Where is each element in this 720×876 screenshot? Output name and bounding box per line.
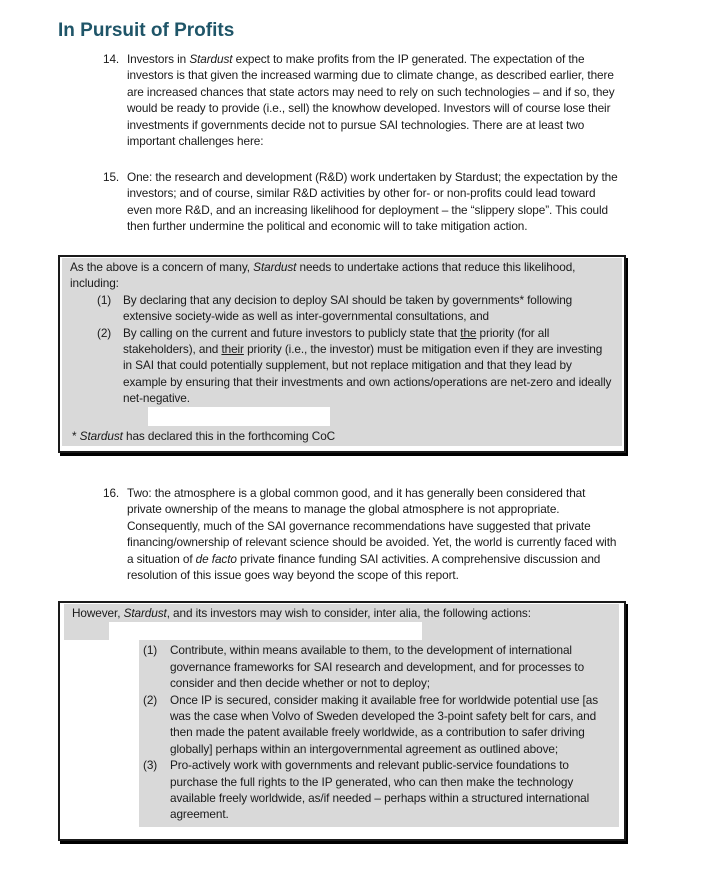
list-item-text: By calling on the current and future investors to publicly state that the priority (for all stakeholders), and their priority (i.e., the investor) must be mitigation even if they are investing in SAI that could potentially supplement, but not replace mitigation and that they lead by example by ensuring that their investments and own actions/operations are net-zero and ideally net-negative. <box>123 325 612 406</box>
list-item-label: (1) <box>97 292 112 307</box>
list-item-text: Pro-actively work with governments and relevant public-service foundations to purchase the full rights to the IP generated, who can then make the technology available freely worldwide, as/if needed – perhaps within a structured international agreement. <box>170 758 590 822</box>
shading-gap-row <box>62 407 622 426</box>
shading-fragment <box>330 407 622 426</box>
list-item <box>139 692 611 758</box>
paragraph-14 <box>103 51 618 149</box>
list-item-label: (2) <box>97 325 112 340</box>
shading-gap <box>109 622 422 640</box>
paragraph-number: 15. <box>103 170 120 184</box>
shading-gap-row <box>64 622 619 640</box>
list-item <box>97 292 622 325</box>
paragraph-text: Two: the atmosphere is a global common good, and it has generally been considered that private ownership of the means to manage the global atmosphere is not appropriate. Consequently, much of the SAI governance recommendations have suggested that private financing/ownership of relevant science should be avoided. Yet, the world is currently faced with a situation of de facto private finance funding SAI activities. A comprehensive discussion and resolution of this issue goes way beyond the scope of this report. <box>127 486 617 583</box>
shaded-content-area <box>62 258 622 446</box>
paragraph-text: Investors in Stardust expect to make profits from the IP generated. The expectation of the investors is that given the increased warming due to climate change, as described earlier, there are increased chances that state actors may need to rely on such technologies – and if so, they would be ready to provide (i.e., sell) the knowhow developed. Investors will of course lose their investments if governments decide not to pursue SAI technologies. There are at least two important challenges here: <box>127 52 615 149</box>
page-title: In Pursuit of Profits <box>58 19 235 41</box>
numbered-list <box>62 292 622 407</box>
shading-gap <box>148 407 330 426</box>
list-item-text: By declaring that any decision to deploy SAI should be taken by governments* following extensive society-wide as well as inter-governmental consultations, and <box>123 292 573 324</box>
list-item-text: Contribute, within means available to them, to the development of international governance frameworks for SAI research and development, and for processes to consider and then decide whether or not to deploy; <box>170 643 585 691</box>
numbered-list <box>139 640 619 826</box>
paragraph-number: 14. <box>103 52 120 66</box>
box-footnote: * Stardust has declared this in the forthcoming CoC <box>72 428 336 443</box>
paragraph-number: 16. <box>103 486 120 500</box>
callout-box-actions-reduce-likelihood <box>58 255 626 453</box>
list-item <box>139 757 611 823</box>
shading-fragment <box>422 622 619 640</box>
box-intro-text: As the above is a concern of many, Stardust needs to undertake actions that reduce this likelihood, including: <box>70 260 576 291</box>
shading-fragment <box>64 622 109 640</box>
shading-fragment <box>62 407 148 426</box>
callout-box-investor-actions <box>58 601 626 841</box>
list-item <box>97 325 622 407</box>
box-intro-text: However, Stardust, and its investors may wish to consider, inter alia, the following actions: <box>64 604 619 622</box>
paragraph-text: One: the research and development (R&D) work undertaken by Stardust; the expectation by the investors; and of course, similar R&D activities by other for- or non-profits could lead toward even more R&D, and an increasing likelihood for deployment – the “slippery slope”. This could then further undermine the political and economic will to take mitigation action. <box>127 170 618 234</box>
paragraph-16 <box>103 485 618 583</box>
list-item-label: (1) <box>143 643 158 658</box>
list-item-label: (2) <box>143 692 158 707</box>
list-item-text: Once IP is secured, consider making it available free for worldwide potential use [as was the case when Volvo of Sweden developed the 3-point safety belt for cars, and then made the patent available freely worldwide, as a contribution to safer driving globally] perhaps within an intergovernmental agreement as outlined above; <box>170 692 598 756</box>
list-item-label: (3) <box>143 758 158 773</box>
paragraph-15 <box>103 169 618 235</box>
list-item <box>139 642 611 691</box>
